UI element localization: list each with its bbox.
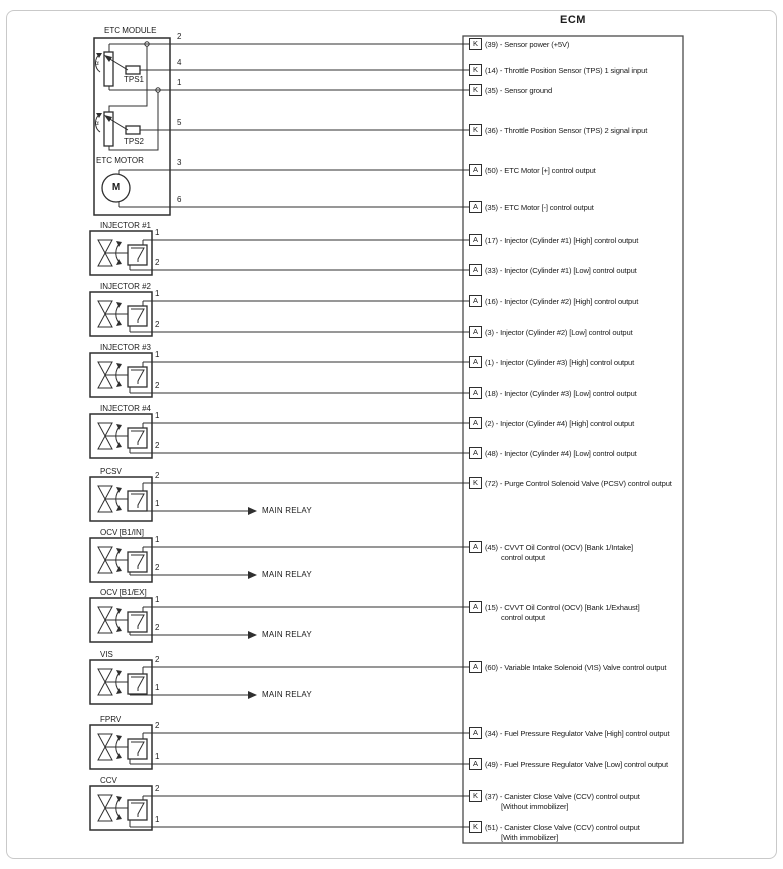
ecm-terminal-k14 <box>469 64 647 76</box>
etc-motor-label: ETC MOTOR <box>96 156 144 165</box>
terminal-pin-box: A <box>469 326 482 338</box>
terminal-pin-box: A <box>469 164 482 176</box>
main-relay-label: MAIN RELAY <box>262 630 312 639</box>
pin-number: 2 <box>155 623 160 632</box>
pin-number: 1 <box>155 499 160 508</box>
ecm-terminal-a18 <box>469 387 637 399</box>
terminal-pin-box: K <box>469 124 482 136</box>
pin-number: 2 <box>155 721 160 730</box>
pin-number: 1 <box>155 350 160 359</box>
component-label-fprv: FPRV <box>100 715 122 724</box>
tps1-label: TPS1 <box>124 75 145 84</box>
etc-pin-1: 1 <box>177 78 182 87</box>
pin-number: 2 <box>155 381 160 390</box>
ecm-terminal-a3 <box>469 326 633 338</box>
tps2-alpha-symbol: α <box>95 120 99 127</box>
etc-pin-6: 6 <box>177 195 182 204</box>
ecm-terminal-a17 <box>469 234 638 246</box>
terminal-pin-box: A <box>469 601 482 613</box>
ecm-terminal-a15 <box>469 601 640 613</box>
terminal-label: (51) - Canister Close Valve (CCV) control output <box>485 822 640 832</box>
terminal-label: (2) - Injector (Cylinder #4) [High] control output <box>485 418 635 428</box>
component-label-vis: VIS <box>100 650 113 659</box>
ecm-terminal-k72 <box>469 477 672 489</box>
ecm-terminal-a50 <box>469 164 596 176</box>
ecm-terminal-a35 <box>469 201 594 213</box>
terminal-pin-box: K <box>469 790 482 802</box>
ecm-terminal-a1 <box>469 356 634 368</box>
component-label-injector2: INJECTOR #2 <box>100 282 151 291</box>
terminal-label: (37) - Canister Close Valve (CCV) control output <box>485 791 640 801</box>
terminal-pin-box: K <box>469 84 482 96</box>
etc-module-label: ETC MODULE <box>104 26 157 35</box>
terminal-label: (14) - Throttle Position Sensor (TPS) 1 signal input <box>485 65 648 75</box>
ecm-terminal-a49 <box>469 758 668 770</box>
terminal-pin-box: A <box>469 234 482 246</box>
terminal-pin-box: A <box>469 727 482 739</box>
terminal-pin-box: K <box>469 477 482 489</box>
terminal-label: (1) - Injector (Cylinder #3) [High] control output <box>485 357 635 367</box>
main-relay-label: MAIN RELAY <box>262 570 312 579</box>
terminal-pin-box: A <box>469 417 482 429</box>
ecm-title: ECM <box>560 14 586 26</box>
etc-pin-5: 5 <box>177 118 182 127</box>
ecm-terminal-a16 <box>469 295 638 307</box>
terminal-label-line2: [Without immobilizer] <box>501 802 569 811</box>
pin-number: 2 <box>155 258 160 267</box>
terminal-label: (3) - Injector (Cylinder #2) [Low] control output <box>485 327 633 337</box>
pin-number: 2 <box>155 441 160 450</box>
terminal-label: (17) - Injector (Cylinder #1) [High] control output <box>485 235 639 245</box>
component-label-ocv-in: OCV [B1/IN] <box>100 528 145 537</box>
component-label-injector1: INJECTOR #1 <box>100 221 151 230</box>
pin-number: 2 <box>155 784 160 793</box>
terminal-pin-box: A <box>469 295 482 307</box>
pin-number: 2 <box>155 563 160 572</box>
tps2-label: TPS2 <box>124 137 145 146</box>
ecm-terminal-k36 <box>469 124 647 136</box>
ecm-terminal-a60 <box>469 661 666 673</box>
terminal-label: (35) - ETC Motor [-] control output <box>485 202 594 212</box>
terminal-label: (49) - Fuel Pressure Regulator Valve [Low] control output <box>485 759 668 769</box>
pin-number: 1 <box>155 228 160 237</box>
terminal-label: (35) - Sensor ground <box>485 85 553 95</box>
motor-m-symbol: M <box>111 182 121 193</box>
terminal-label-line2: [With immobilizer] <box>501 833 559 842</box>
terminal-pin-box: A <box>469 447 482 459</box>
pin-number: 1 <box>155 683 160 692</box>
terminal-pin-box: A <box>469 541 482 553</box>
terminal-label: (50) - ETC Motor [+] control output <box>485 165 596 175</box>
ecm-terminal-a2 <box>469 417 634 429</box>
etc-pin-2: 2 <box>177 32 182 41</box>
terminal-label: (36) - Throttle Position Sensor (TPS) 2 signal input <box>485 125 648 135</box>
terminal-pin-box: A <box>469 758 482 770</box>
ecm-terminal-k35 <box>469 84 552 96</box>
main-relay-wires <box>130 507 257 699</box>
ecm-terminal-a33 <box>469 264 637 276</box>
etc-pin-3: 3 <box>177 158 182 167</box>
terminal-pin-box: K <box>469 38 482 50</box>
terminal-label: (33) - Injector (Cylinder #1) [Low] control output <box>485 265 637 275</box>
terminal-pin-box: A <box>469 201 482 213</box>
main-relay-label: MAIN RELAY <box>262 690 312 699</box>
terminal-pin-box: K <box>469 64 482 76</box>
component-label-ocv-ex: OCV [B1/EX] <box>100 588 147 597</box>
pin-number: 2 <box>155 655 160 664</box>
terminal-pin-box: A <box>469 356 482 368</box>
terminal-label: (48) - Injector (Cylinder #4) [Low] control output <box>485 448 637 458</box>
pin-number: 1 <box>155 595 160 604</box>
component-label-injector3: INJECTOR #3 <box>100 343 151 352</box>
ecm-box <box>463 36 683 843</box>
pin-number: 1 <box>155 752 160 761</box>
terminal-label-line2: control output <box>501 613 545 622</box>
wires <box>109 44 470 827</box>
terminal-pin-box: A <box>469 661 482 673</box>
pin-number: 1 <box>155 411 160 420</box>
pin-number: 1 <box>155 289 160 298</box>
terminal-label: (72) - Purge Control Solenoid Valve (PCSV) control output <box>485 478 672 488</box>
pin-number: 1 <box>155 815 160 824</box>
tps1-alpha-symbol: α <box>95 60 99 67</box>
ecm-terminal-k51 <box>469 821 640 833</box>
terminal-label: (60) - Variable Intake Solenoid (VIS) Valve control output <box>485 662 667 672</box>
ecm-terminal-a34 <box>469 727 669 739</box>
terminal-label: (45) - CVVT Oil Control (OCV) [Bank 1/Intake] <box>485 542 633 552</box>
component-label-pcsv: PCSV <box>100 467 122 476</box>
terminal-label: (15) - CVVT Oil Control (OCV) [Bank 1/Exhaust] <box>485 602 640 612</box>
ecm-terminal-k39 <box>469 38 569 50</box>
etc-module-internals <box>96 42 161 207</box>
ecm-terminal-a48 <box>469 447 637 459</box>
ecm-terminal-a45 <box>469 541 633 553</box>
main-relay-label: MAIN RELAY <box>262 506 312 515</box>
ecm-terminal-k37 <box>469 790 640 802</box>
terminal-pin-box: A <box>469 387 482 399</box>
component-label-injector4: INJECTOR #4 <box>100 404 151 413</box>
terminal-label: (34) - Fuel Pressure Regulator Valve [High] control output <box>485 728 670 738</box>
terminal-label: (39) - Sensor power (+5V) <box>485 39 570 49</box>
pin-number: 2 <box>155 471 160 480</box>
pin-number: 1 <box>155 535 160 544</box>
pin-number: 2 <box>155 320 160 329</box>
component-label-ccv: CCV <box>100 776 117 785</box>
terminal-pin-box: K <box>469 821 482 833</box>
etc-pin-4: 4 <box>177 58 182 67</box>
terminal-pin-box: A <box>469 264 482 276</box>
terminal-label: (18) - Injector (Cylinder #3) [Low] control output <box>485 388 637 398</box>
terminal-label: (16) - Injector (Cylinder #2) [High] control output <box>485 296 639 306</box>
terminal-label-line2: control output <box>501 553 545 562</box>
